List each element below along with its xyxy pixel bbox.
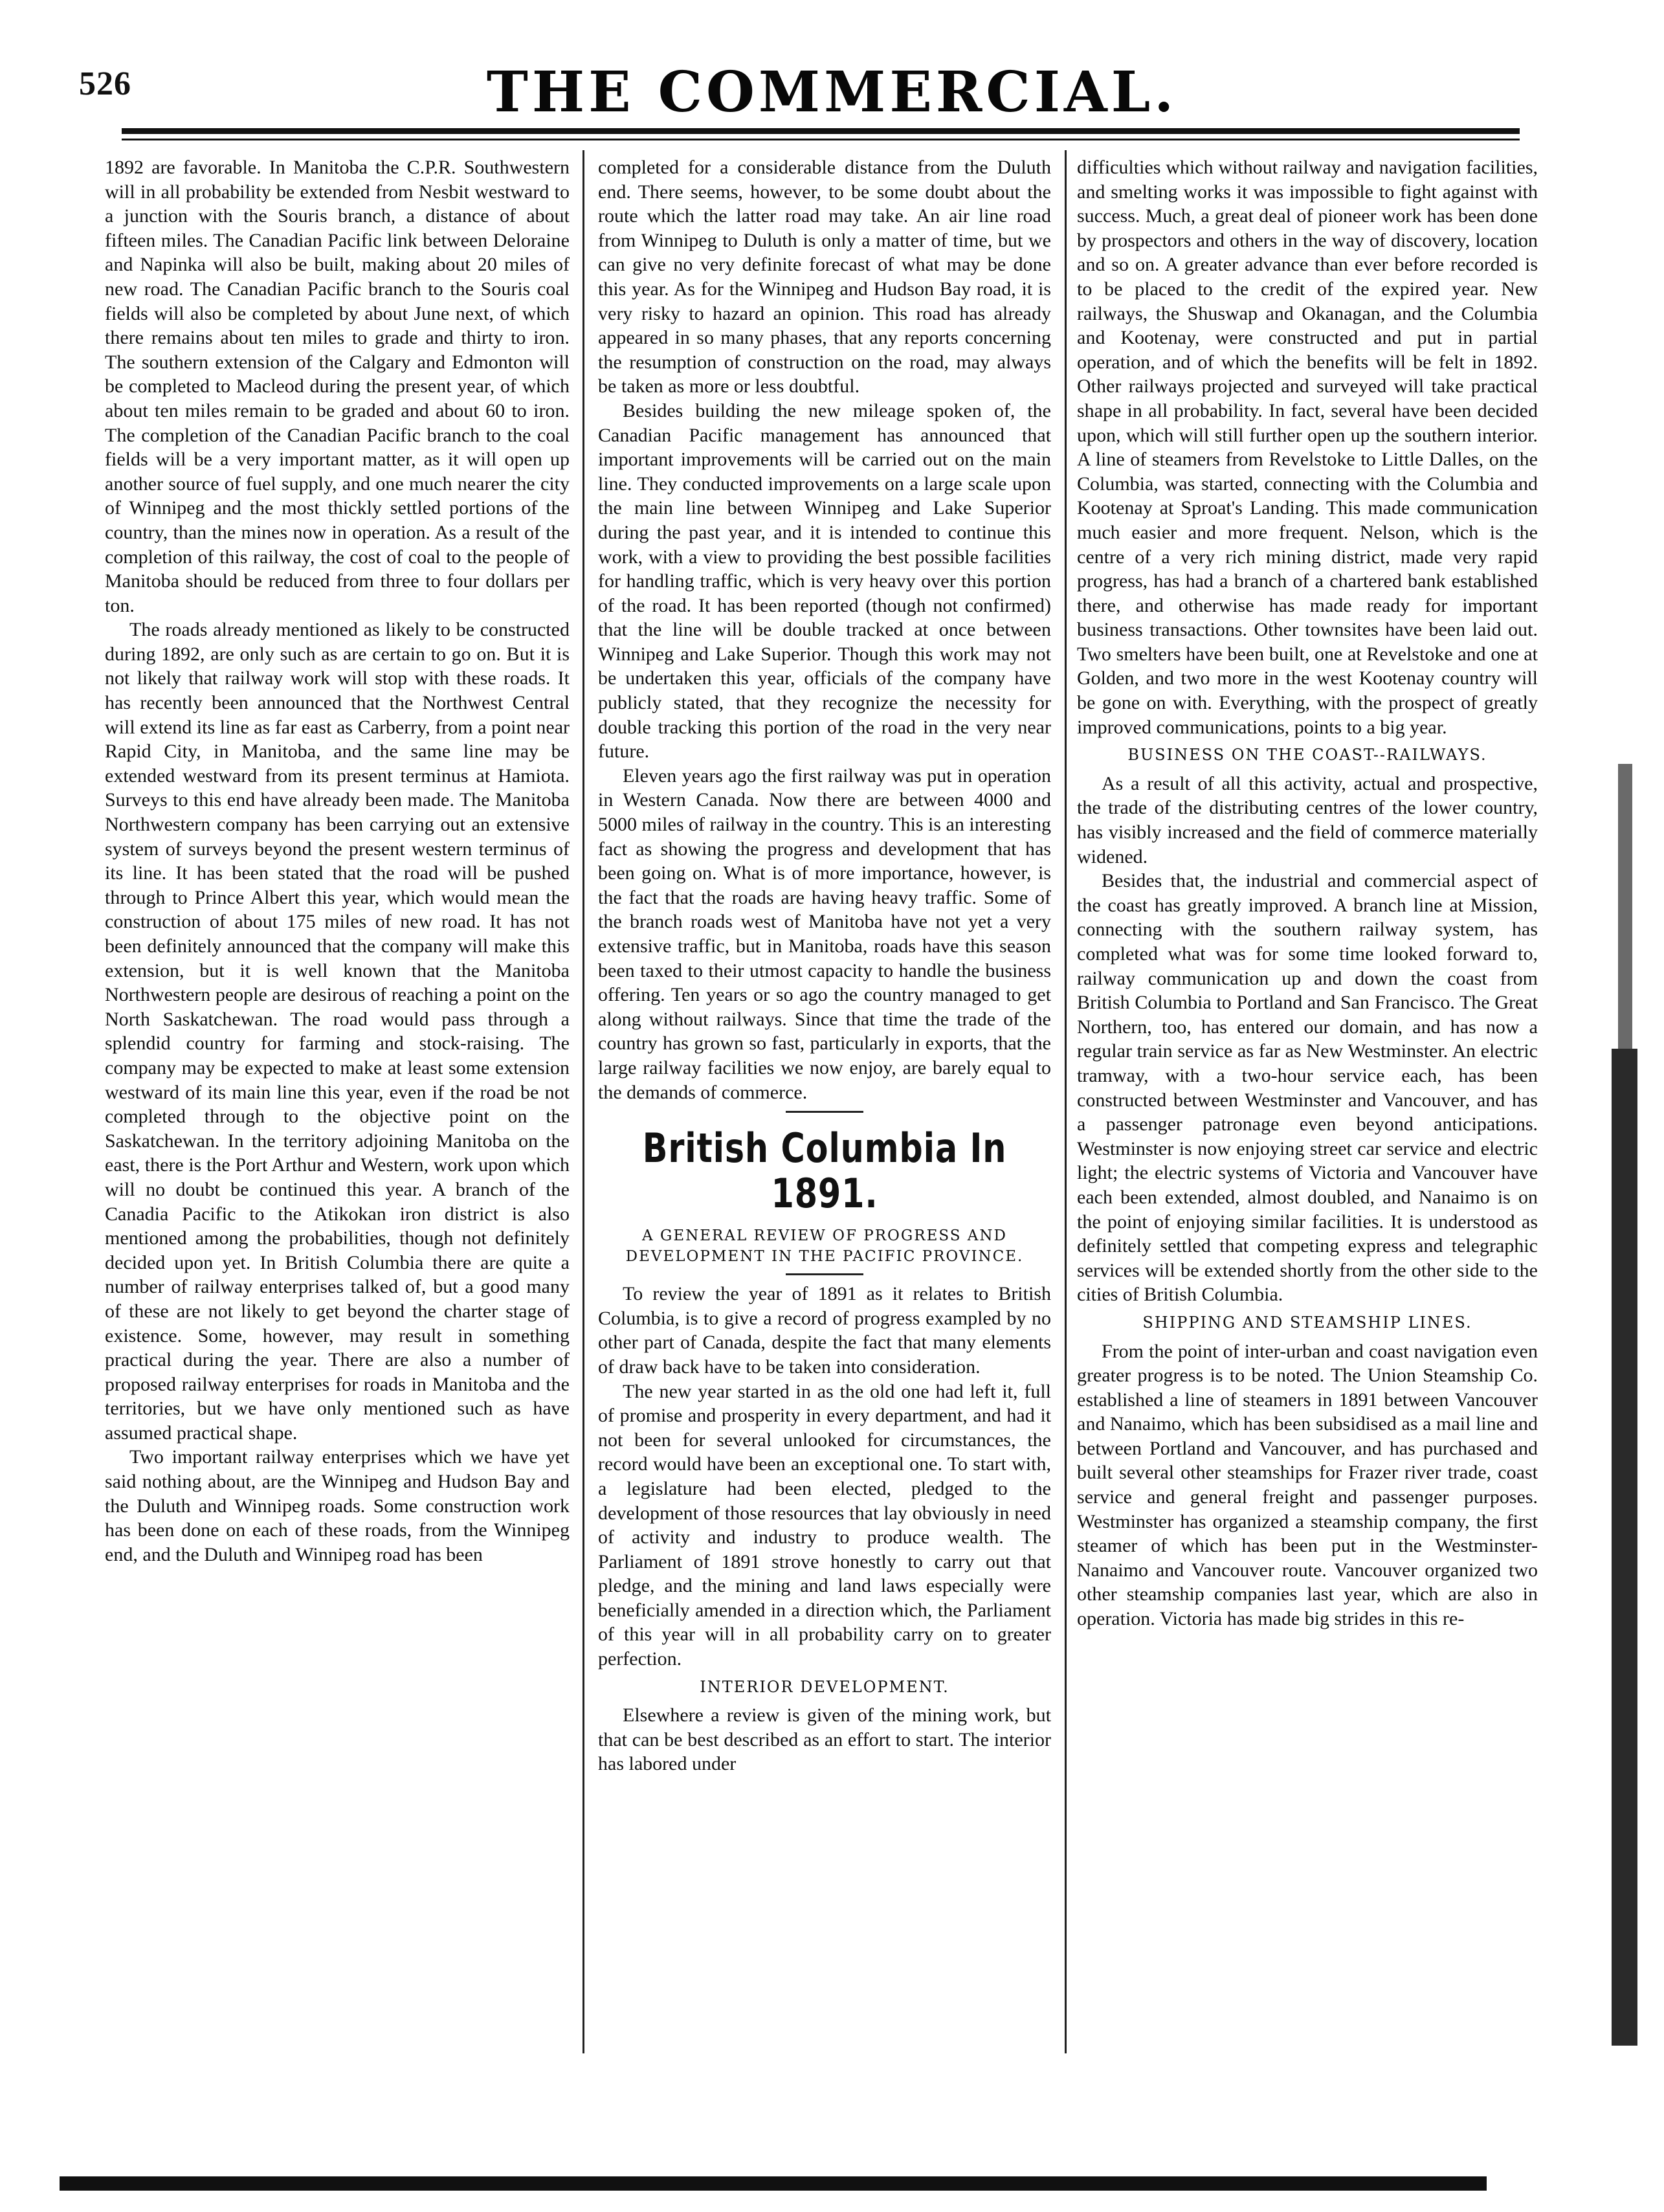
column-2 [598,155,1051,2052]
article-title: British Columbia In 1891. [642,1124,1007,1218]
paragraph: Besides that, the industrial and commercial aspect of the coast has greatly improved. A branch line at Mission, connecting with the southern railway system, has completed what was for some time looked forward to, railway communication up and down the coast from British Columbia to Portland and San Francisco. The Great Northern, too, has entered our domain, and has now a regular train service as far as New Westminster. An electric tramway, with a two-hour service each, has been constructed between Westminster and Vancouver, and has a passenger patronage even beyond anticipations. Westminster is now enjoying street car service and electric light; the electric systems of Victoria and Vancouver have each been extended, almost doubled, and Nanaimo is on the point of enjoying similar facilities. It is understood as definitely settled that competing express and telegraphic services will be extended shortly from the other side to the cities of British Columbia. [1077,870,1538,1306]
section-subhead: SHIPPING AND STEAMSHIP LINES. [1142,1313,1472,1332]
paragraph: Besides building the new mileage spoken of, the Canadian Pacific management has announced that important improvements will be carried out on the main line. They conducted improvements on a large scale upon the main line between Winnipeg and Lake Superior during the past year, and it is intended to continue this work, with a view to providing the best possible facilities for handling traffic, which is very heavy over this portion of the road. It has been reported (though not confirmed) that the line will be double tracked at once between Winnipeg and Lake Superior. Though this work may not be undertaken this year, officials of the company have publicly stated, that they recognize the necessity for double tracking this portion of the road in the very near future. [598,399,1051,763]
paragraph: To review the year of 1891 as it relates to British Columbia, is to give a record of progress exampled by no other part of Canada, despite the fact that many elements of draw back have to be taken into consideration. [598,1283,1051,1378]
paragraph: As a result of all this activity, actual and prospective, the trade of the distributing centres of the lower country, has visibly increased and the field of commerce materially widened. [1077,772,1538,867]
header-rule-thin [122,139,1520,140]
bottom-edge-bar [60,2176,1487,2191]
column-divider [1065,150,1067,2053]
paragraph: Eleven years ago the first railway was put in operation in Western Canada. Now there are between 4000 and 5000 miles of railway in the country. This is an interesting fact as showing the progress and development that has been going on. What is of more importance, however, is the fact that the roads are having heavy traffic. Some of the branch roads west of Manitoba have not yet a very extensive traffic, but in Manitoba, roads have this season been taxed to their utmost capacity to handle the business offering. Ten years or so ago the country managed to get along without railways. Since that time the trade of the country has grown so fast, particularly in exports, that the large railway facilities we now enjoy, are barely equal to the demands of commerce. [598,765,1051,1103]
paragraph: The new year started in as the old one had left it, full of promise and prosperity in every department, and had it not been for several unlooked for circumstances, the record would have been an exceptional one. To start with, a legislature had been elected, pledged to the development of those resources that lay obviously in need of activity and industry to produce wealth. The Parliament of 1891 strove honestly to carry out that pledge, and the mining and land laws especially were beneficially amended in a direction which, the Parliament of this year will in all probability carry on to greater perfection. [598,1380,1051,1670]
page-edge-shadow [1618,764,1632,1049]
section-rule [786,1273,863,1275]
paragraph: difficulties which without railway and navigation facilities, and smelting works it was impossible to fight against with success. Much, a great deal of pioneer work has been done by prospectors and others in the way of discovery, location and so on. A greater advance than ever before recorded is to be placed to the credit of the expired year. New railways, the Shuswap and Okanagan, and the Columbia and Kootenay, were constructed and put in partial operation, and of which the benefits will be felt in 1892. Other railways projected and surveyed will take practical shape in all probability. In fact, several have been decided upon, which will still further open up the southern interior. A line of steamers from Revelstoke to Little Dalles, on the Columbia, was started, connecting with the Columbia and Kootenay at Sproat's Landing. This made communication much easier and more frequent. Nelson, which is the centre of a very rich mining district, made very rapid progress, has had a branch of a chartered bank established there, and otherwise has made ready for important business transactions. Other townsites have been laid out. Two smelters have been built, one at Revelstoke and one at Golden, and two more in the west Kootenay country will be gone on with. Everything, with the prospect of greatly improved communications, points to a big year. [1077,157,1538,738]
paragraph: 1892 are favorable. In Manitoba the C.P.R. Southwestern will in all probability be extended from Nesbit westward to a junction with the Souris branch, a distance of about fifteen miles. The Canadian Pacific link between Deloraine and Napinka will also be built, making about 20 miles of new road. The Canadian Pacific branch to the Souris coal fields will also be completed by about June next, of which there remains about ten miles to grade and thirty to iron. The southern extension of the Calgary and Edmonton will be completed to Macleod during the present year, of which about ten miles remain to be graded and about 60 to iron. The completion of the Canadian Pacific branch to the coal fields will be a very important matter, as it will open up another source of fuel supply, and one much nearer the city of Winnipeg and the most thickly settled portions of the country, than the mines now in operation. As a result of the completion of this railway, the cost of coal to the people of Manitoba should be reduced from three to four dollars per ton. [105,157,570,616]
paragraph: The roads already mentioned as likely to be constructed during 1892, are only such as are certain to go on. But it is not likely that railway work will stop with these roads. It has recently been announced that the Northwest Central will extend its line as far east as Carberry, from a point near Rapid City, in Manitoba, and the same line may be extended westward from its present terminus at Hamiota. Surveys to this end have already been made. The Manitoba Northwestern company has been carrying out an extensive system of surveys beyond the present western terminus of its line. It has been stated that the road will be pushed through to Prince Albert this year, which would mean the construction of about 175 miles of new road. It has not been definitely announced that the company will make this extension, but it is well known that the Manitoba Northwestern people are desirous of reaching a point on the North Saskatchewan. The road would pass through a splendid country for farming and stock-raising. The company may be expected to make at least some extension westward of its main line this year, even if the road be not completed through to the objective point on the Saskatchewan. In the territory adjoining Manitoba on the east, there is the Port Arthur and Western, work upon which will no doubt be continued this year. A branch of the Canadia Pacific to the Atikokan iron district is also mentioned among the probabilities, though not definitely decided upon yet. In British Columbia there are quite a number of railway enterprises talked of, but a good many of these are not likely to get beyond the charter stage of existence. Some, however, may result in something practical during the year. There are also a number of proposed railway enterprises for roads in Manitoba and the territories, but we have only mentioned such as have assumed practical shape. [105,619,570,1444]
article-deck: A GENERAL REVIEW OF PROGRESS AND DEVELOPMENT IN THE PACIFIC PROVINCE. [625,1227,1024,1266]
column-divider [582,150,584,2053]
paragraph: From the point of inter-urban and coast navigation even greater progress is to be noted. The Union Steamship Co. established a line of steamers in 1891 between Vancouver and Nanaimo, which has been subsidised as a mail line and between Portland and Vancouver, and has purchased and built several other steamships for Frazer river trade, coast service and general freight and passenger purposes. Westminster has organized a steamship company, the first steamer of which has been put in the Westminster-Nanaimo and Vancouver route. Vancouver organized two other steamship companies last year, which are also in operation. Victoria has made big strides in this re- [1077,1340,1538,1630]
masthead: THE COMMERCIAL. [486,60,1178,125]
section-subhead: BUSINESS ON THE COAST--RAILWAYS. [1127,746,1487,765]
section-rule [786,1111,863,1113]
header-rule [122,128,1520,134]
column-1 [105,155,570,2052]
page-edge-shadow [1612,1049,1637,2046]
paragraph: Elsewhere a review is given of the mining work, but that can be best described as an effort to start. The interior has labored under [598,1704,1051,1775]
column-3 [1077,155,1538,2052]
paragraph: Two important railway enterprises which we have yet said nothing about, are the Winnipeg and Hudson Bay and the Duluth and Winnipeg roads. Some construction work has been done on each of these roads, from the Winnipeg end, and the Duluth and Winnipeg road has been [105,1446,570,1565]
page-number: 526 [79,65,131,102]
section-subhead: INTERIOR DEVELOPMENT. [700,1677,949,1696]
paragraph: completed for a considerable distance from the Duluth end. There seems, however, to be some doubt about the route which the latter road may take. An air line road from Winnipeg to Duluth is only a matter of time, but we can give no very definite forecast of what may be done this year. As for the Winnipeg and Hudson Bay road, it is very risky to hazard an opinion. This road has already appeared in so many phases, that any reports concerning the resumption of construction on the road, may always be taken as more or less doubtful. [598,157,1051,397]
